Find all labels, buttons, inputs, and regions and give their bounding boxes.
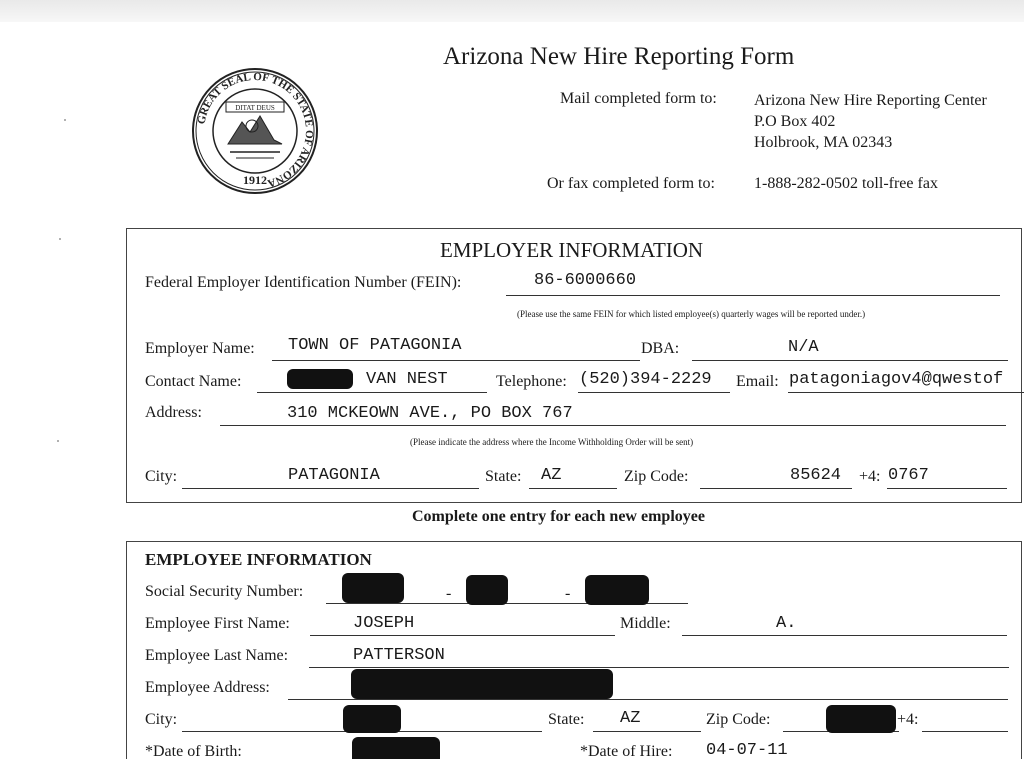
employer-city-underline (182, 488, 479, 489)
address-note: (Please indicate the address where the Income Withholding Order will be sent) (410, 437, 694, 447)
email-underline (788, 392, 1024, 393)
employer-city-field[interactable]: PATAGONIA (288, 466, 380, 485)
scan-speck (59, 238, 61, 240)
employer-state-underline (529, 488, 617, 489)
dba-label: DBA: (641, 340, 680, 357)
first-name-label: Employee First Name: (145, 615, 290, 632)
redaction-bar (466, 575, 508, 605)
employee-state-label: State: (548, 711, 585, 728)
scan-speck (57, 440, 59, 442)
ssn-separator: - (565, 585, 571, 602)
last-name-underline (309, 667, 1009, 668)
first-name-underline (310, 635, 615, 636)
email-field[interactable]: patagoniagov4@qwestof (789, 370, 1004, 389)
dob-label: *Date of Birth: (145, 743, 242, 759)
last-name-field[interactable]: PATTERSON (353, 646, 445, 665)
employer-address-underline (220, 425, 1006, 426)
employer-name-field[interactable]: TOWN OF PATAGONIA (288, 336, 462, 355)
employee-zip4-underline (922, 731, 1008, 732)
employer-zip-underline (700, 488, 852, 489)
redaction-bar (287, 369, 353, 389)
redaction-bar (826, 705, 896, 733)
email-label: Email: (736, 373, 779, 390)
mail-address-line: Arizona New Hire Reporting Center (754, 92, 987, 109)
employee-city-label: City: (145, 711, 178, 728)
redaction-bar (342, 573, 404, 603)
employer-zip-field[interactable]: 85624 (790, 466, 842, 485)
fax-number: 1-888-282-0502 toll-free fax (754, 175, 938, 192)
contact-name-label: Contact Name: (145, 373, 242, 390)
employer-zip4-field[interactable]: 0767 (888, 466, 929, 485)
form-title: Arizona New Hire Reporting Form (443, 43, 795, 70)
instruction-text: Complete one entry for each new employee (412, 508, 705, 525)
contact-name-field[interactable]: VAN NEST (366, 370, 448, 389)
svg-text:1912: 1912 (243, 173, 267, 187)
scan-speck (64, 119, 66, 121)
employee-address-underline (288, 699, 1008, 700)
employer-name-underline (272, 360, 640, 361)
contact-name-underline (257, 392, 487, 393)
redaction-bar (352, 737, 440, 759)
fein-note: (Please use the same FEIN for which listed employee(s) quarterly wages will be reported under.) (517, 309, 866, 319)
employee-state-underline (593, 731, 701, 732)
employer-name-label: Employer Name: (145, 340, 255, 357)
redaction-bar (585, 575, 649, 605)
middle-name-label: Middle: (620, 615, 671, 632)
employee-zip4-label: +4: (897, 711, 919, 728)
ssn-label: Social Security Number: (145, 583, 304, 600)
employee-address-label: Employee Address: (145, 679, 270, 696)
arizona-seal-icon (190, 66, 320, 196)
svg-text:GREAT SEAL OF THE STATE OF ARI: GREAT SEAL OF THE STATE OF ARIZONA (195, 70, 316, 190)
mail-address (754, 90, 987, 153)
telephone-field[interactable]: (520)394-2229 (579, 370, 712, 389)
employer-zip-label: Zip Code: (624, 468, 689, 485)
telephone-underline (578, 392, 730, 393)
employee-section-title: EMPLOYEE INFORMATION (145, 550, 372, 569)
ssn-separator: - (446, 585, 452, 602)
mail-label: Mail completed form to: (560, 90, 717, 107)
employer-section-title: EMPLOYER INFORMATION (440, 238, 704, 262)
employer-city-label: City: (145, 468, 178, 485)
employer-state-label: State: (485, 468, 522, 485)
employer-zip4-label: +4: (859, 468, 881, 485)
employee-zip-label: Zip Code: (706, 711, 771, 728)
svg-text:DITAT DEUS: DITAT DEUS (235, 104, 275, 112)
hire-date-field[interactable]: 04-07-11 (706, 741, 788, 759)
employer-state-field[interactable]: AZ (541, 466, 562, 485)
hire-date-label: *Date of Hire: (580, 743, 673, 759)
fein-field[interactable]: 86-6000660 (534, 271, 637, 290)
mail-address-line: P.O Box 402 (754, 113, 836, 130)
fein-underline (506, 295, 1000, 296)
mail-address-line: Holbrook, MA 02343 (754, 134, 893, 151)
last-name-label: Employee Last Name: (145, 647, 289, 664)
fein-label: Federal Employer Identification Number (FEIN): (145, 274, 462, 291)
fax-label: Or fax completed form to: (547, 175, 715, 192)
employee-state-field[interactable]: AZ (620, 709, 641, 728)
middle-name-underline (682, 635, 1007, 636)
dba-underline (692, 360, 1008, 361)
dba-field[interactable]: N/A (788, 338, 819, 357)
telephone-label: Telephone: (496, 373, 567, 390)
redaction-bar (343, 705, 401, 733)
employer-address-field[interactable]: 310 MCKEOWN AVE., PO BOX 767 (287, 404, 573, 423)
viewer-top-bar (0, 0, 1024, 22)
middle-name-field[interactable]: A. (776, 614, 797, 633)
employer-address-label: Address: (145, 404, 202, 421)
redaction-bar (351, 669, 613, 699)
employer-zip4-underline (887, 488, 1007, 489)
employer-section (126, 228, 1022, 503)
first-name-field[interactable]: JOSEPH (353, 614, 415, 633)
